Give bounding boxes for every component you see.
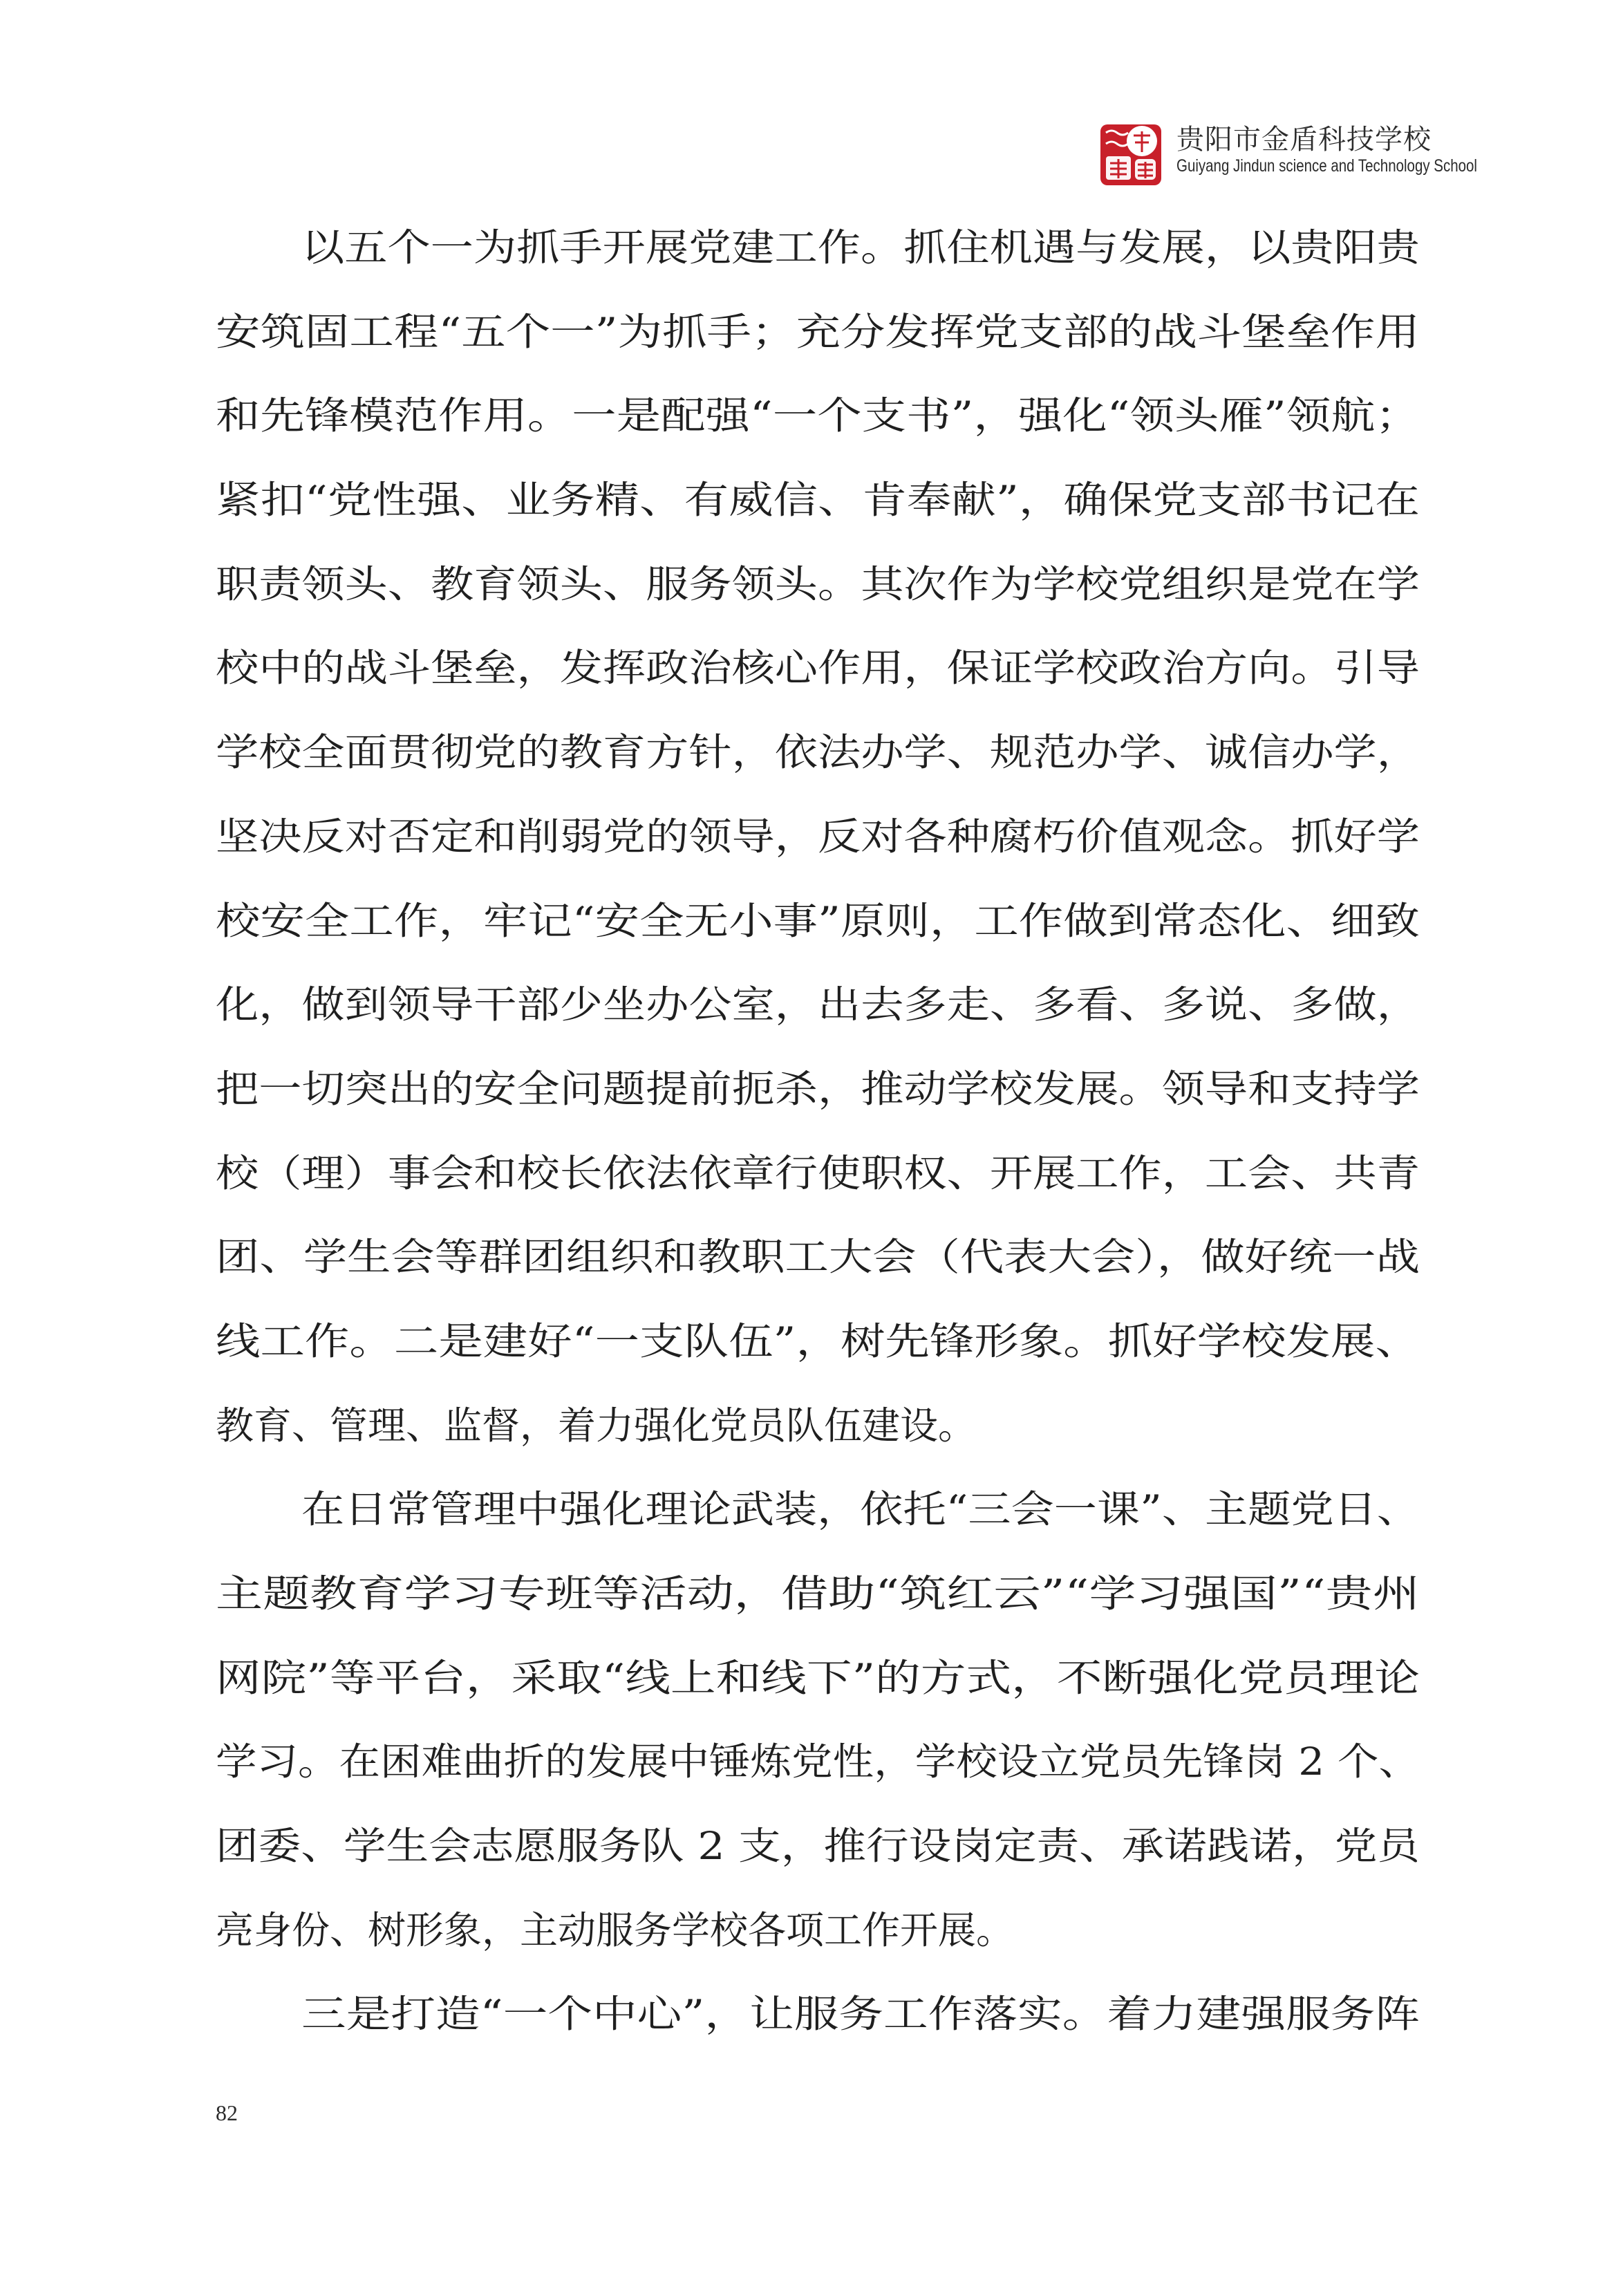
body-text-line: [216, 1720, 1420, 1804]
body-text-line: [216, 1132, 1420, 1216]
body-text-line: [216, 711, 1420, 795]
body-text-line-content: 和先锋模范作用。一是配强“一个支书”，强化“领头雁”领航；: [216, 393, 1420, 438]
document-header: [1099, 116, 1477, 196]
body-text-line-content: 网院”等平台，采取“线上和线下”的方式，不断强化党员理论: [216, 1655, 1420, 1700]
body-text-line: [216, 1804, 1420, 1889]
school-name-english: Guiyang Jindun science and Technology School: [1176, 156, 1477, 176]
body-text-line-content: 把一切突出的安全问题提前扼杀，推动学校发展。领导和支持学: [216, 1066, 1420, 1111]
body-text-line-content: 校（理）事会和校长依法依章行使职权、开展工作，工会、共青: [216, 1150, 1420, 1195]
body-text-line: [216, 1889, 1420, 1973]
body-text-line: [216, 1972, 1420, 2057]
body-text-line-content: 主题教育学习专班等活动，借助“筑红云”“学习强国”“贵州: [216, 1571, 1420, 1616]
body-text-line: [216, 626, 1420, 711]
body-text-line-content: 学校全面贯彻党的教育方针，依法办学、规范办学、诚信办学，: [216, 730, 1420, 775]
body-text-line-content: 教育、管理、监督，着力强化党员队伍建设。: [216, 1403, 977, 1448]
body-text-line-content: 安筑固工程“五个一”为抓手；充分发挥党支部的战斗堡垒作用: [216, 309, 1420, 354]
body-text-line-content: 校中的战斗堡垒，发挥政治核心作用，保证学校政治方向。引导: [216, 646, 1420, 691]
body-text-line-content: 团委、学生会志愿服务队 2 支，推行设岗定责、承诺践诺，党员: [216, 1824, 1420, 1869]
body-text-line-content: 紧扣“党性强、业务精、有威信、肯奉献”，确保党支部书记在: [216, 478, 1420, 523]
body-text-line-content: 团、学生会等群团组织和教职工大会（代表大会），做好统一战: [216, 1235, 1420, 1280]
body-text-line: [216, 543, 1420, 627]
body-text-line: [216, 1636, 1420, 1721]
body-text-line-content: 线工作。二是建好“一支队伍”，树先锋形象。抓好学校发展、: [216, 1318, 1420, 1363]
body-text-line-content: 三是打造“一个中心”，让服务工作落实。着力建强服务阵: [301, 1992, 1420, 2037]
body-text-line: [216, 458, 1420, 543]
body-text-line: [216, 795, 1420, 879]
body-text-line: [216, 1384, 1420, 1468]
document-body: [216, 206, 1420, 2057]
page-number: 82: [216, 2100, 238, 2125]
body-text-line-content: 亮身份、树形象，主动服务学校各项工作开展。: [216, 1907, 1015, 1952]
body-text-line-content: 化，做到领导干部少坐办公室，出去多走、多看、多说、多做，: [216, 982, 1420, 1027]
body-text-line: [216, 1047, 1420, 1132]
body-text-line-content: 坚决反对否定和削弱党的领导，反对各种腐朽价值观念。抓好学: [216, 814, 1420, 859]
body-text-line: [216, 1552, 1420, 1636]
body-text-line-content: 以五个一为抓手开展党建工作。抓住机遇与发展，以贵阳贵: [301, 225, 1420, 270]
body-text-line: [216, 1300, 1420, 1384]
body-text-line: [216, 879, 1420, 964]
body-text-line: [216, 206, 1420, 290]
body-text-line-content: 学习。在困难曲折的发展中锤炼党性，学校设立党员先锋岗 2 个、: [216, 1739, 1420, 1784]
body-text-line-content: 校安全工作，牢记“安全无小事”原则，工作做到常态化、细致: [216, 898, 1420, 943]
body-text-line-content: 在日常管理中强化理论武装，依托“三会一课”、主题党日、: [301, 1487, 1420, 1532]
body-text-line-content: 职责领头、教育领头、服务领头。其次作为学校党组织是党在学: [216, 561, 1420, 606]
body-text-line: [216, 1468, 1420, 1552]
body-text-line: [216, 290, 1420, 375]
body-text-line: [216, 963, 1420, 1047]
body-text-line: [216, 1215, 1420, 1300]
body-text-line: [216, 374, 1420, 458]
school-seal-logo-icon: [1099, 123, 1163, 187]
school-name-chinese: 贵阳市金盾科技学校: [1176, 124, 1432, 156]
